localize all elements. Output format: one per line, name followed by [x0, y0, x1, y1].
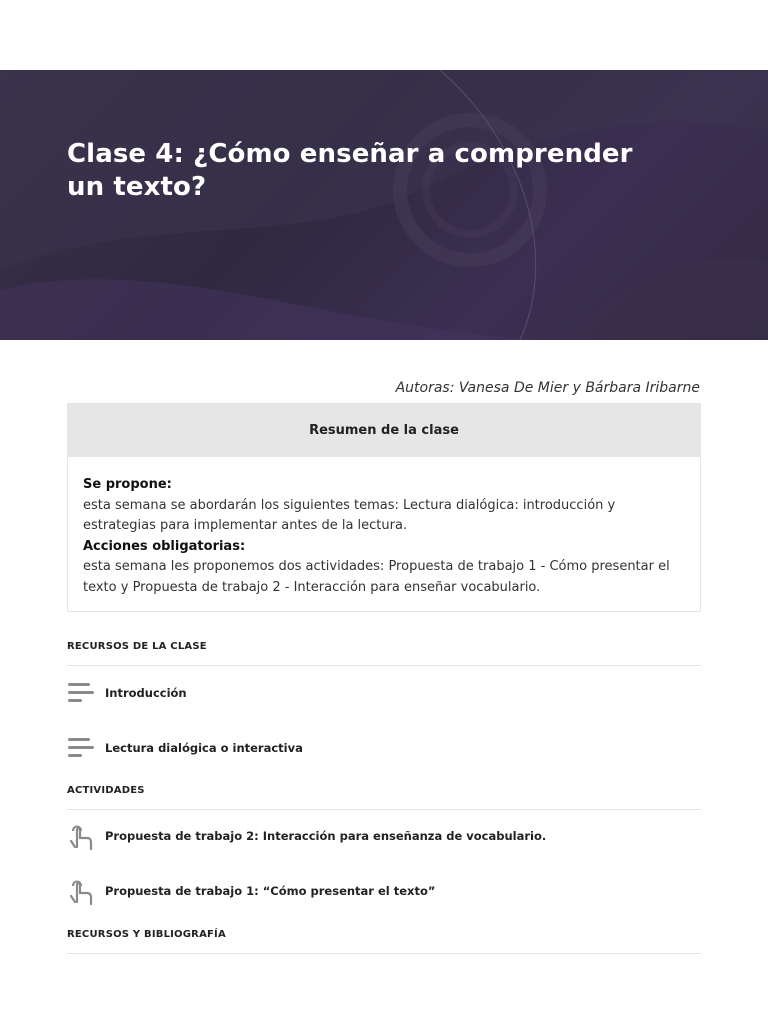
- summary-heading: Resumen de la clase: [68, 404, 700, 457]
- actions-text: esta semana les proponemos dos actividades: Propuesta de trabajo 1 - Cómo presentar el texto y Propuesta de trabajo 2 - Interacción para enseñar vocabulario.: [83, 559, 670, 595]
- divider: [67, 809, 701, 810]
- summary-body: [68, 457, 700, 598]
- actions-label: Acciones obligatorias:: [83, 538, 246, 554]
- lines-icon: [67, 678, 97, 708]
- hero-banner: [0, 70, 768, 340]
- activity-item-propuesta-2[interactable]: [67, 819, 701, 853]
- resource-item-label: Introducción: [105, 686, 187, 700]
- section-label-bibliography: RECURSOS Y BIBLIOGRAFÍA: [67, 929, 226, 940]
- page-title: Clase 4: ¿Cómo enseñar a comprender un texto?: [67, 139, 633, 202]
- section-label-resources: RECURSOS DE LA CLASE: [67, 641, 207, 652]
- touch-icon: [67, 876, 97, 906]
- section-label-activities: ACTIVIDADES: [67, 785, 145, 796]
- activity-item-label: Propuesta de trabajo 2: Interacción para enseñanza de vocabulario.: [105, 829, 547, 843]
- resource-item-label: Lectura dialógica o interactiva: [105, 741, 303, 755]
- lines-icon: [67, 733, 97, 763]
- resource-item-introduccion[interactable]: [67, 676, 701, 710]
- touch-icon: [67, 821, 97, 851]
- propose-label: Se propone:: [83, 477, 172, 492]
- propose-text: esta semana se abordarán los siguientes temas: Lectura dialógica: introducción y estrategias para implementar antes de la lectura.: [83, 497, 616, 533]
- activity-item-label: Propuesta de trabajo 1: “Cómo presentar el texto”: [105, 884, 436, 898]
- resource-item-lectura-dialogica[interactable]: [67, 731, 701, 765]
- divider: [67, 665, 701, 666]
- hero-decoration: [0, 70, 768, 340]
- activity-item-propuesta-1[interactable]: [67, 874, 701, 908]
- class-summary-card: [67, 403, 701, 612]
- divider: [67, 953, 701, 954]
- authors-credit: Autoras: Vanesa De Mier y Bárbara Iribarne: [395, 380, 700, 396]
